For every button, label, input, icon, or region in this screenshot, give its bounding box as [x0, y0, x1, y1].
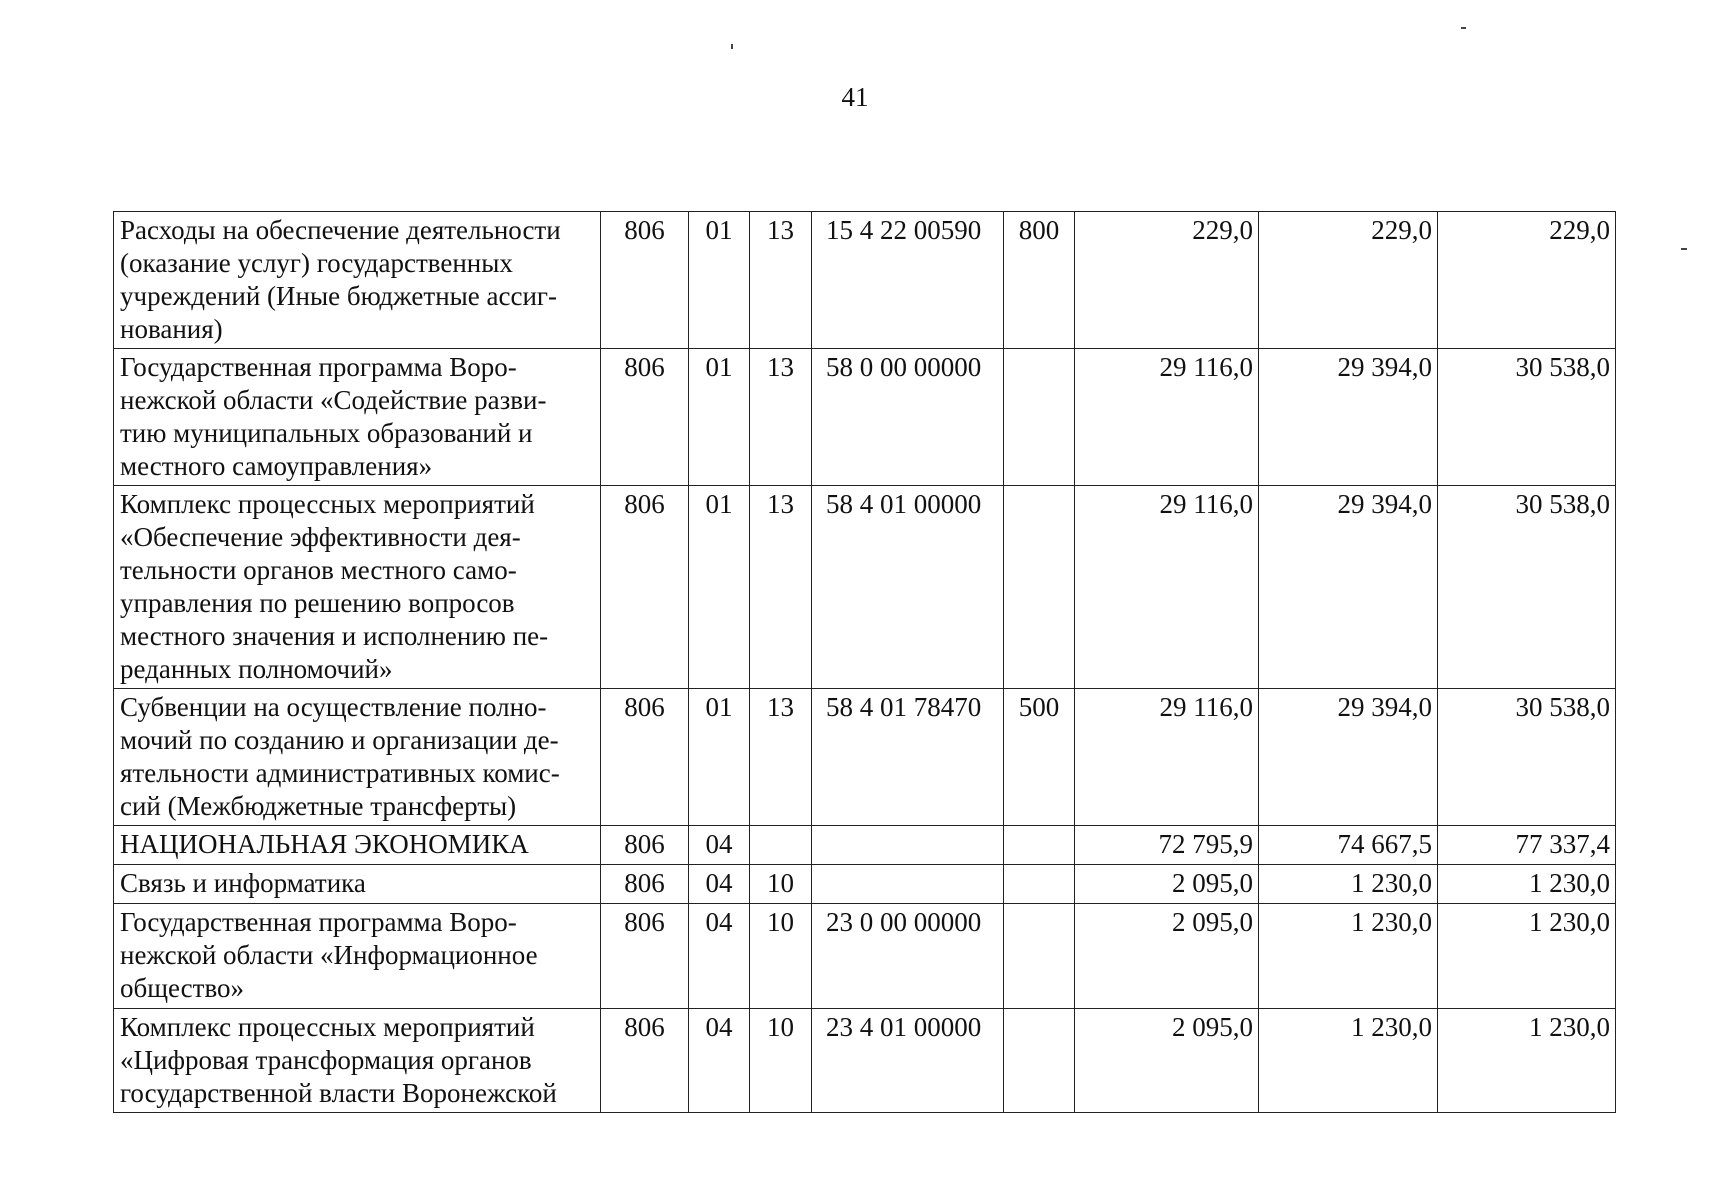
cell-amount-year-1: 2 095,0 [1075, 904, 1259, 1009]
cell-target-article: 23 4 01 00000 [812, 1009, 1004, 1113]
cell-section: 04 [689, 1009, 750, 1113]
cell-subsection: 13 [750, 689, 812, 826]
cell-section: 01 [689, 486, 750, 689]
cell-amount-year-1: 29 116,0 [1075, 486, 1259, 689]
cell-expense-type [1004, 865, 1075, 904]
cell-name [114, 865, 601, 904]
cell-name-line: управления по решению вопросов [120, 588, 515, 618]
cell-subsection: 13 [750, 212, 812, 349]
cell-section: 04 [689, 904, 750, 1009]
cell-amount-year-1: 29 116,0 [1075, 349, 1259, 486]
cell-name [114, 1009, 601, 1113]
cell-grbs: 806 [601, 865, 689, 904]
cell-name [114, 349, 601, 486]
cell-amount-year-1: 229,0 [1075, 212, 1259, 349]
table-row [114, 689, 1616, 826]
cell-name [114, 826, 601, 865]
cell-target-article: 15 4 22 00590 [812, 212, 1004, 349]
cell-grbs: 806 [601, 904, 689, 1009]
cell-grbs: 806 [601, 212, 689, 349]
cell-amount-year-2: 74 667,5 [1259, 826, 1438, 865]
cell-name-line: Комплекс процессных мероприятий [120, 1012, 535, 1042]
cell-name-line: (оказание услуг) государственных [120, 248, 513, 278]
cell-name-line: реданных полномочий» [120, 654, 393, 684]
cell-amount-year-3: 229,0 [1438, 212, 1616, 349]
cell-subsection: 10 [750, 1009, 812, 1113]
cell-amount-year-2: 29 394,0 [1259, 486, 1438, 689]
table-row [114, 212, 1616, 349]
cell-amount-year-1: 2 095,0 [1075, 865, 1259, 904]
cell-name-line: сий (Межбюджетные трансферты) [120, 791, 517, 821]
cell-section: 01 [689, 349, 750, 486]
cell-expense-type [1004, 349, 1075, 486]
cell-target-article [812, 826, 1004, 865]
cell-target-article: 58 4 01 00000 [812, 486, 1004, 689]
cell-grbs: 806 [601, 486, 689, 689]
cell-target-article: 58 0 00 00000 [812, 349, 1004, 486]
cell-amount-year-2: 1 230,0 [1259, 865, 1438, 904]
cell-section: 01 [689, 689, 750, 826]
cell-name [114, 212, 601, 349]
cell-section: 01 [689, 212, 750, 349]
cell-name-line: ятельности административных комис- [120, 758, 560, 788]
cell-name-line: Субвенции на осуществление полно- [120, 692, 547, 722]
cell-expense-type [1004, 1009, 1075, 1113]
cell-section: 04 [689, 865, 750, 904]
cell-name-line: «Обеспечение эффективности дея- [120, 522, 521, 552]
cell-name-line: учреждений (Иные бюджетные ассиг- [120, 281, 557, 311]
table-row [114, 486, 1616, 689]
table-row [114, 904, 1616, 1009]
cell-amount-year-1: 29 116,0 [1075, 689, 1259, 826]
cell-target-article: 23 0 00 00000 [812, 904, 1004, 1009]
page-number: 41 [841, 82, 869, 112]
cell-name [114, 486, 601, 689]
cell-expense-type [1004, 904, 1075, 1009]
cell-amount-year-1: 72 795,9 [1075, 826, 1259, 865]
table-row [114, 349, 1616, 486]
cell-name-line: Комплекс процессных мероприятий [120, 489, 535, 519]
cell-name [114, 904, 601, 1009]
scan-speck [1681, 248, 1687, 250]
cell-subsection [750, 826, 812, 865]
cell-name [114, 689, 601, 826]
cell-section: 04 [689, 826, 750, 865]
table-body [114, 212, 1616, 1113]
cell-amount-year-3: 1 230,0 [1438, 865, 1616, 904]
table-row [114, 826, 1616, 865]
cell-amount-year-3: 77 337,4 [1438, 826, 1616, 865]
cell-subsection: 10 [750, 904, 812, 1009]
cell-subsection: 10 [750, 865, 812, 904]
cell-amount-year-2: 29 394,0 [1259, 349, 1438, 486]
cell-name-line: нования) [120, 314, 223, 344]
cell-amount-year-2: 1 230,0 [1259, 1009, 1438, 1113]
cell-name-line: тию муниципальных образований и [120, 418, 533, 448]
cell-amount-year-1: 2 095,0 [1075, 1009, 1259, 1113]
scan-speck [731, 44, 733, 49]
cell-target-article: 58 4 01 78470 [812, 689, 1004, 826]
cell-name-line: Государственная программа Воро- [120, 352, 517, 382]
cell-name-line: нежской области «Информационное [120, 940, 538, 970]
cell-subsection: 13 [750, 349, 812, 486]
cell-amount-year-3: 1 230,0 [1438, 904, 1616, 1009]
cell-expense-type: 500 [1004, 689, 1075, 826]
cell-name-line: местного самоуправления» [120, 451, 433, 481]
cell-expense-type [1004, 486, 1075, 689]
table-row [114, 865, 1616, 904]
cell-name-line: тельности органов местного само- [120, 555, 517, 585]
cell-name-line: «Цифровая трансформация органов [120, 1045, 532, 1075]
cell-name-line: Расходы на обеспечение деятельности [120, 215, 561, 245]
cell-expense-type [1004, 826, 1075, 865]
cell-amount-year-2: 29 394,0 [1259, 689, 1438, 826]
cell-grbs: 806 [601, 349, 689, 486]
cell-amount-year-3: 1 230,0 [1438, 1009, 1616, 1113]
cell-amount-year-3: 30 538,0 [1438, 486, 1616, 689]
cell-amount-year-2: 229,0 [1259, 212, 1438, 349]
cell-name-line: общество» [120, 973, 245, 1003]
cell-name-line: государственной власти Воронежской [120, 1078, 557, 1108]
cell-amount-year-3: 30 538,0 [1438, 349, 1616, 486]
cell-name-line: НАЦИОНАЛЬНАЯ ЭКОНОМИКА [120, 829, 529, 859]
cell-grbs: 806 [601, 826, 689, 865]
table-row [114, 1009, 1616, 1113]
cell-subsection: 13 [750, 486, 812, 689]
budget-table [113, 211, 1616, 1113]
cell-name-line: мочий по созданию и организации де- [120, 725, 559, 755]
cell-amount-year-2: 1 230,0 [1259, 904, 1438, 1009]
cell-grbs: 806 [601, 1009, 689, 1113]
cell-grbs: 806 [601, 689, 689, 826]
cell-name-line: Государственная программа Воро- [120, 907, 517, 937]
cell-target-article [812, 865, 1004, 904]
cell-name-line: Связь и информатика [120, 868, 366, 898]
cell-expense-type: 800 [1004, 212, 1075, 349]
cell-name-line: нежской области «Содействие разви- [120, 385, 547, 415]
cell-amount-year-3: 30 538,0 [1438, 689, 1616, 826]
scan-speck [1461, 27, 1466, 29]
cell-name-line: местного значения и исполнению пе- [120, 621, 549, 651]
